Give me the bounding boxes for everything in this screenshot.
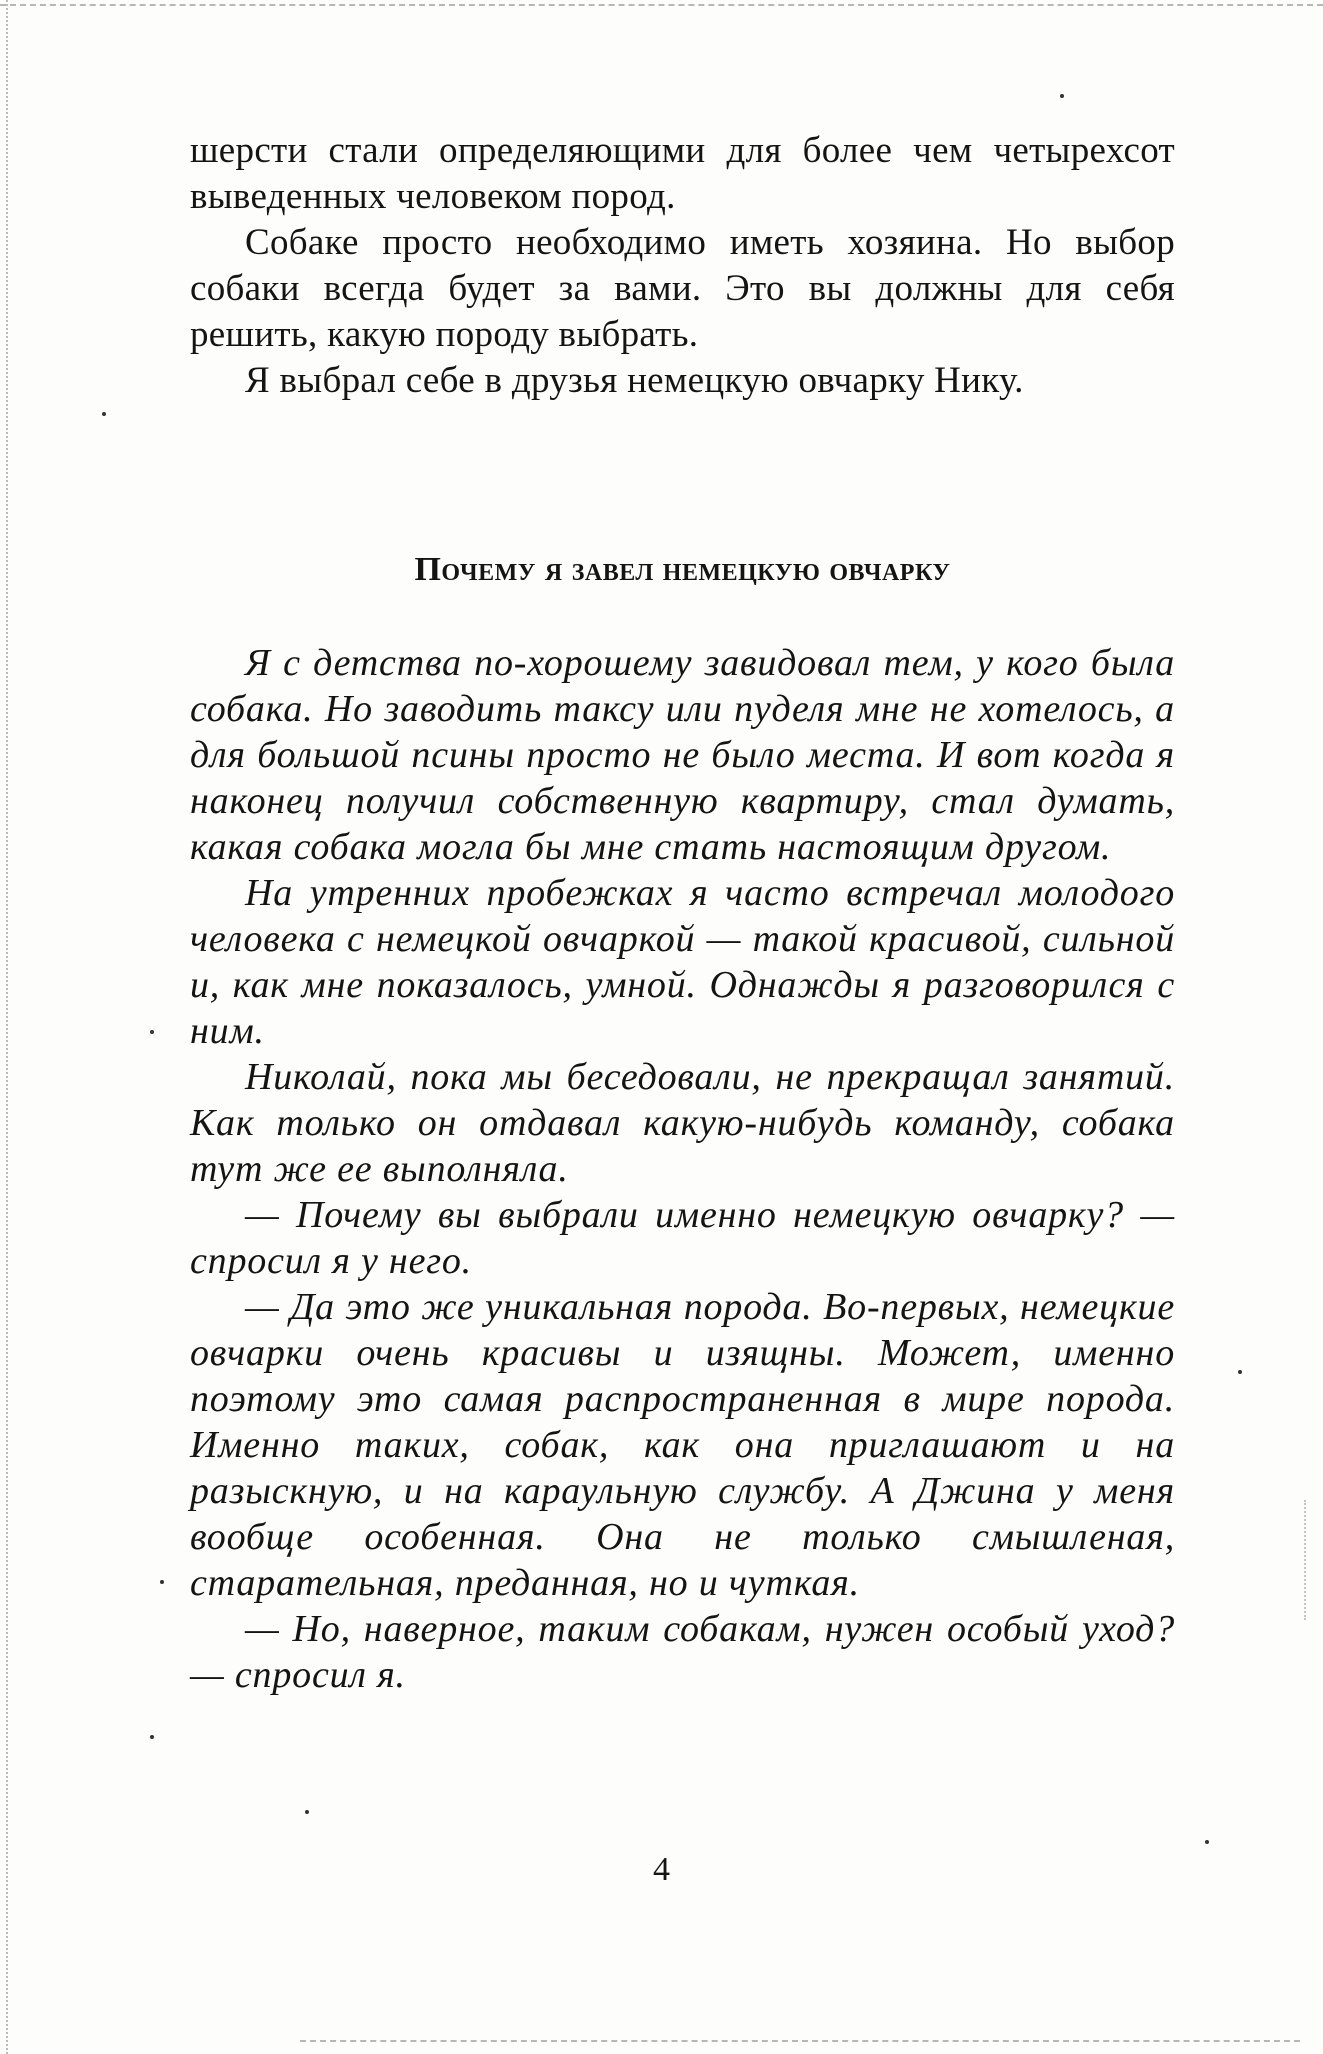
italic-text [190, 640, 1175, 1698]
scan-edge-left [6, 0, 8, 2054]
page-number: 4 [653, 1851, 670, 1888]
scan-edge-bottom [300, 2040, 1300, 2042]
section-heading: Почему я завел немецкую овчарку [414, 551, 951, 588]
italic-paragraph-6: — Но, наверное, таким собакам, нужен особый уход? — спросил я. [190, 1608, 1175, 1696]
scan-speck [150, 1735, 154, 1739]
italic-paragraph-5: — Да это же уникальная порода. Во-первых, немецкие овчарки очень красивы и изящны. Может, именно поэтому это самая распространенная в мире порода. Именно таких, собак, как она приглашают и на разыскную, и на караульную службу. А Джина у меня вообще особенная. Она не только смышленая, старательная, преданная, но и чуткая. [190, 1286, 1175, 1604]
scan-speck [160, 1580, 164, 1584]
scan-speck [1205, 1840, 1209, 1844]
italic-paragraph-2: На утренних пробежках я часто встречал молодого человека с немецкой овчаркой — такой красивой, сильной и, как мне показалось, умной. Однажды я разговорился с ним. [190, 872, 1175, 1052]
scan-speck [1238, 1370, 1242, 1374]
intro-paragraph-3: Я выбрал себе в друзья немецкую овчарку Нику. [245, 360, 1024, 401]
intro-paragraph-1: шерсти стали определяющими для более чем четырехсот выведенных человеком пород. [190, 130, 1175, 217]
scan-speck [1060, 94, 1064, 98]
italic-paragraph-3: Николай, пока мы беседовали, не прекращал занятий. Как только он отдавал какую-нибудь команду, собака тут же ее выполняла. [190, 1056, 1175, 1190]
scan-edge-right [1304, 1500, 1306, 1620]
italic-paragraph-4: — Почему вы выбрали именно немецкую овчарку? — спросил я у него. [190, 1194, 1175, 1282]
scan-speck [102, 412, 106, 416]
scan-speck [305, 1810, 309, 1814]
intro-paragraph-2: Собаке просто необходимо иметь хозяина. Но выбор собаки всегда будет за вами. Это вы должны для себя решить, какую породу выбрать. [190, 222, 1175, 355]
intro-text [190, 128, 1175, 404]
scan-edge-top [0, 4, 1323, 6]
scan-speck [150, 1030, 154, 1034]
italic-paragraph-1: Я с детства по-хорошему завидовал тем, у кого была собака. Но заводить таксу или пуделя мне не хотелось, а для большой псины просто не было места. И вот когда я наконец получил собственную квартиру, стал думать, какая собака могла бы мне стать настоящим другом. [190, 642, 1175, 868]
